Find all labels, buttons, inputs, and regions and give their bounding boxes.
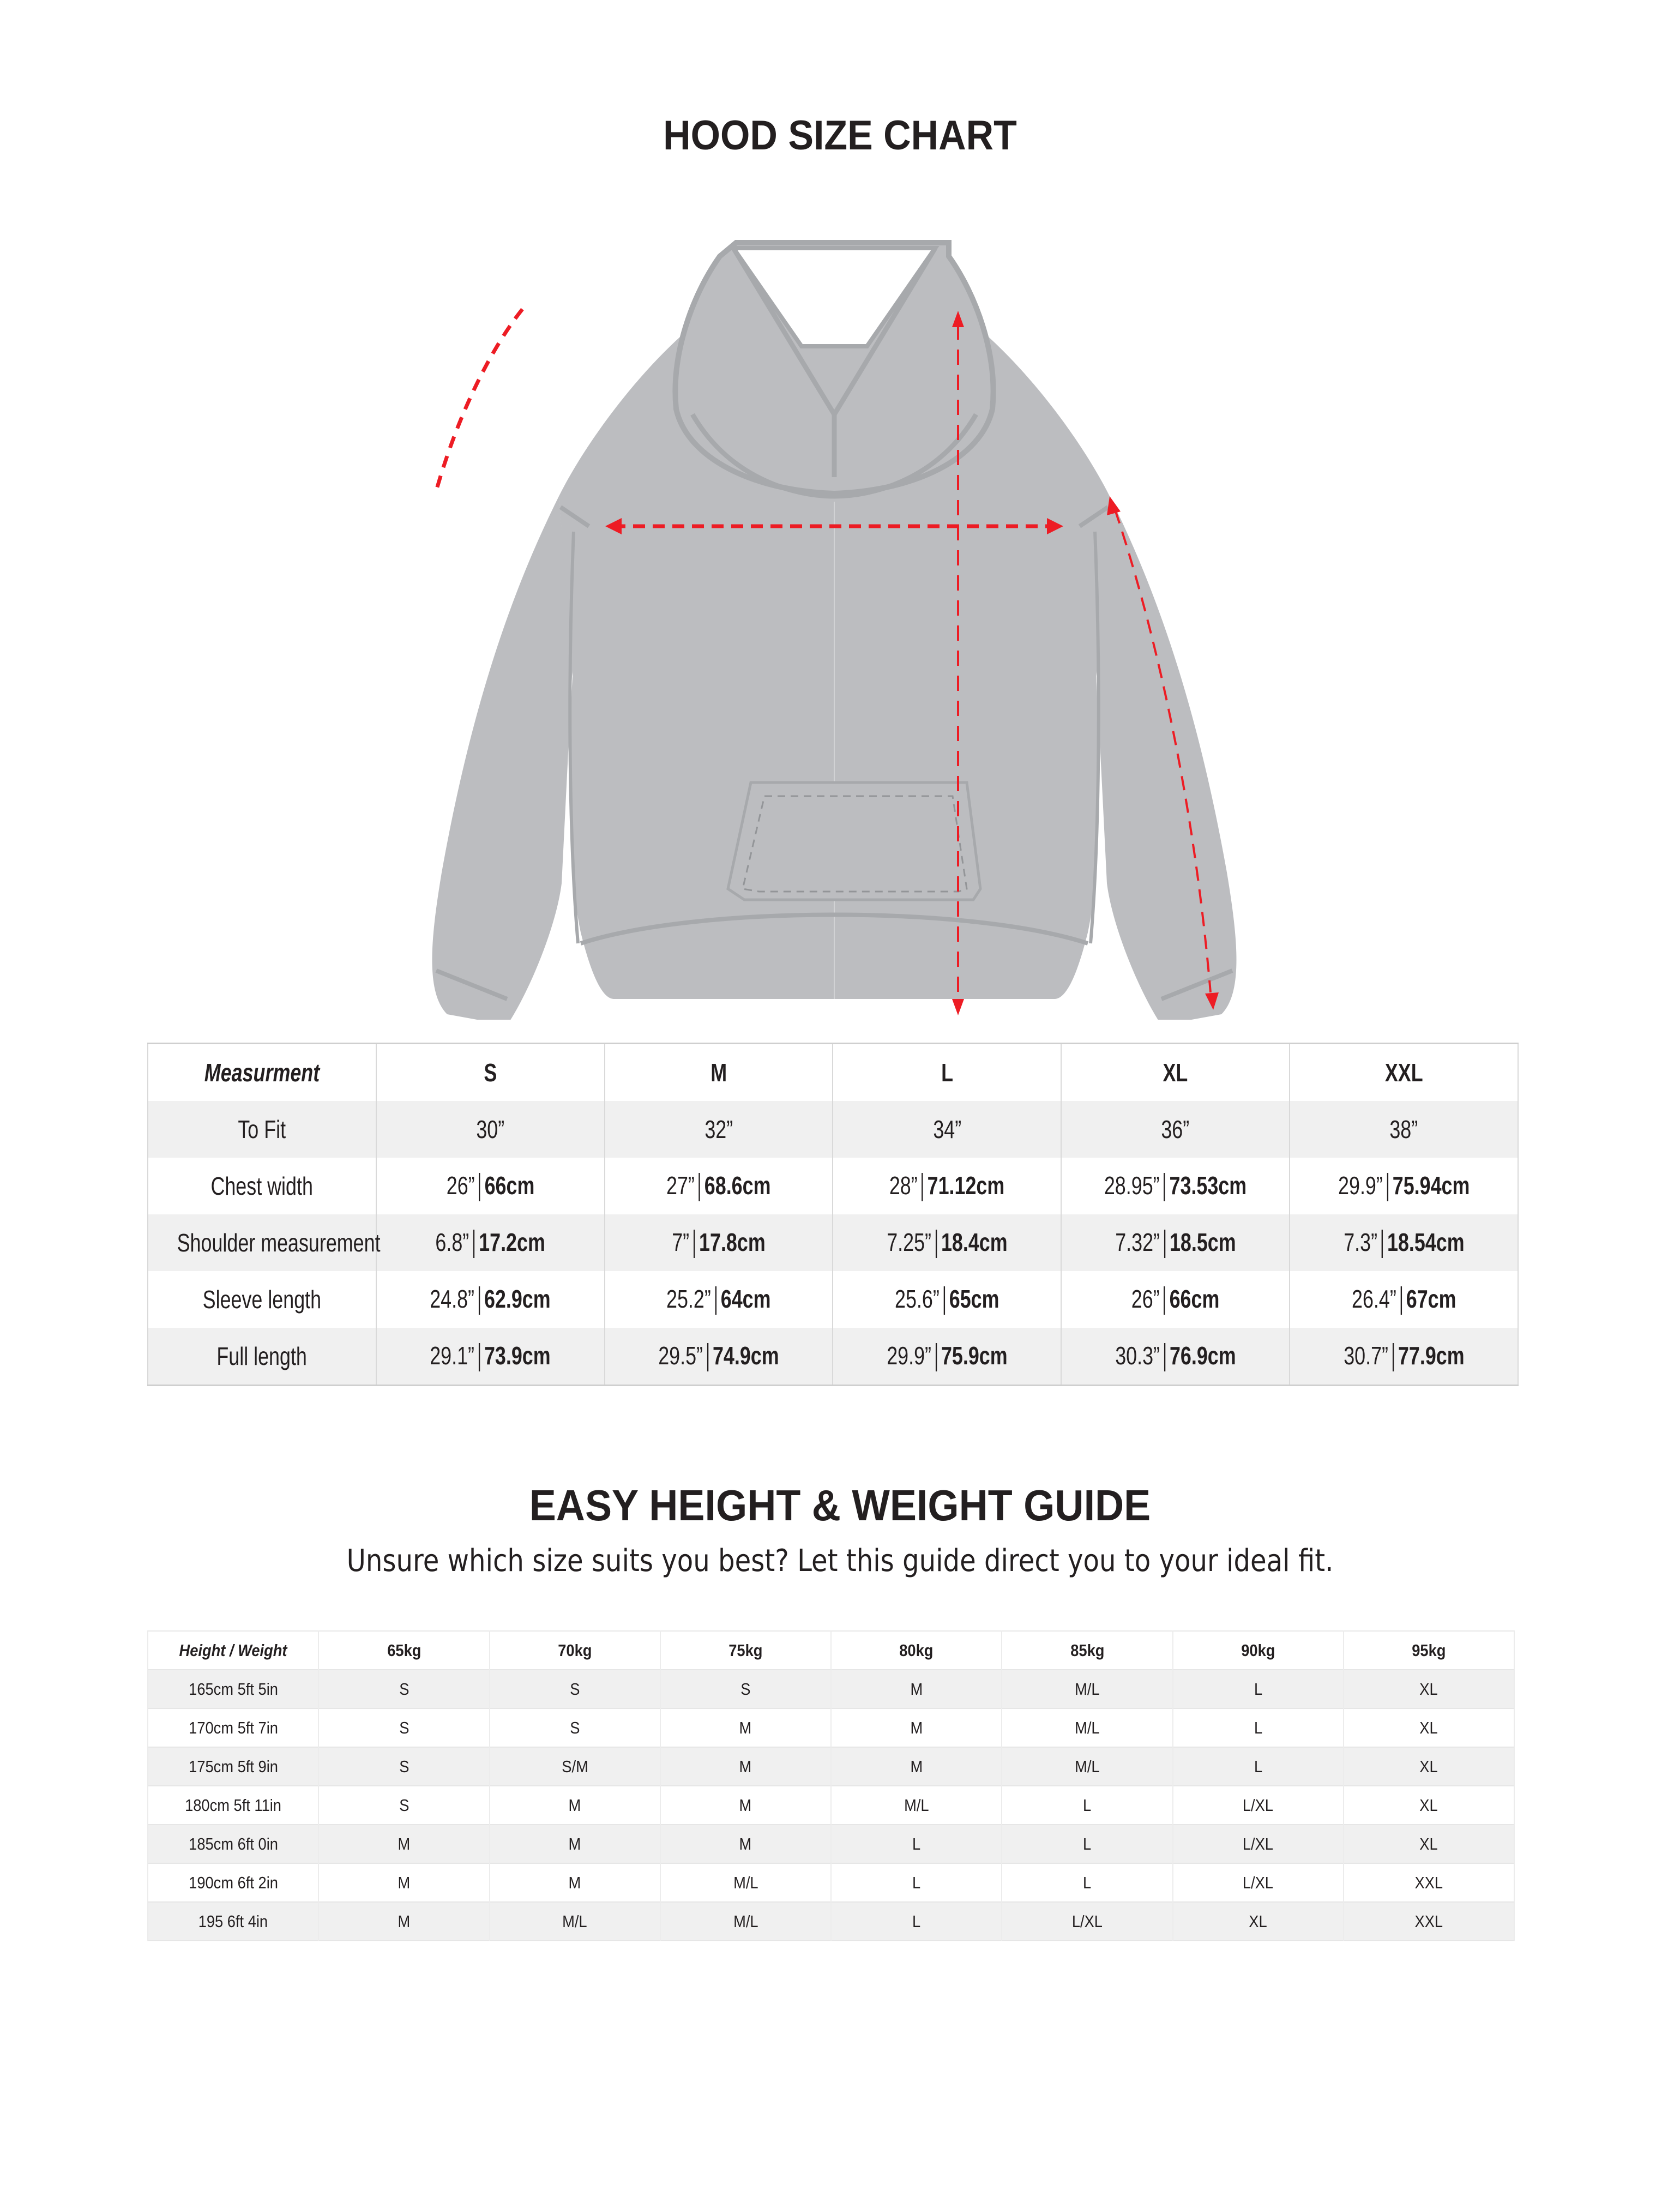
recommended-size: M xyxy=(739,1795,752,1815)
recommended-size-cell xyxy=(831,1786,1002,1825)
inch-value: 6.8” xyxy=(435,1227,469,1256)
recommended-size-cell xyxy=(660,1825,831,1863)
inch-value: 29.9” xyxy=(1338,1171,1383,1200)
size-header-l: L xyxy=(833,1044,1061,1101)
height-label xyxy=(148,1902,318,1941)
recommended-size-cell xyxy=(318,1902,489,1941)
value-divider xyxy=(944,1286,945,1315)
recommended-size-cell xyxy=(831,1670,1002,1708)
size-value-cell xyxy=(1290,1101,1518,1158)
size-value-cell xyxy=(376,1328,605,1386)
recommended-size-cell xyxy=(660,1747,831,1786)
size-chart-row xyxy=(148,1101,1518,1158)
recommended-size: XXL xyxy=(1414,1911,1443,1931)
recommended-size: L/XL xyxy=(1071,1911,1103,1931)
value-divider xyxy=(694,1230,695,1258)
recommended-size-cell xyxy=(318,1708,489,1747)
value-divider xyxy=(473,1230,474,1258)
recommended-size-cell xyxy=(831,1747,1002,1786)
inch-value: 26.4” xyxy=(1351,1284,1396,1313)
recommended-size-cell xyxy=(1344,1902,1514,1941)
cm-value: 18.54cm xyxy=(1387,1227,1465,1256)
value-divider xyxy=(699,1173,700,1201)
weight-header xyxy=(660,1631,831,1670)
recommended-size: L/XL xyxy=(1243,1795,1274,1815)
inch-value: 7.3” xyxy=(1343,1227,1377,1256)
recommended-size: L xyxy=(1083,1834,1092,1853)
recommended-size-cell xyxy=(660,1786,831,1825)
recommended-size-cell xyxy=(1173,1747,1344,1786)
recommended-size-cell xyxy=(1344,1786,1514,1825)
weight-header-text: 75kg xyxy=(728,1640,763,1660)
recommended-size: XXL xyxy=(1414,1873,1443,1892)
measurement-label xyxy=(148,1328,376,1386)
recommended-size-cell xyxy=(1002,1902,1172,1941)
recommended-size-cell xyxy=(831,1902,1002,1941)
recommended-size: M xyxy=(398,1911,411,1931)
recommended-size: S xyxy=(399,1795,409,1815)
value-divider xyxy=(707,1343,708,1371)
inch-value: 24.8” xyxy=(430,1284,475,1313)
height-label-text: 190cm 6ft 2in xyxy=(188,1873,278,1892)
recommended-size-cell xyxy=(1002,1708,1172,1747)
guide-header-row xyxy=(148,1631,1514,1670)
recommended-size-cell xyxy=(1173,1670,1344,1708)
recommended-size: S xyxy=(570,1679,580,1699)
measurement-header: Measurment xyxy=(148,1044,376,1101)
inch-value: 26” xyxy=(446,1171,475,1200)
cm-value: 18.4cm xyxy=(941,1227,1008,1256)
recommended-size: M xyxy=(910,1718,923,1737)
guide-row xyxy=(148,1708,1514,1747)
kangaroo-pocket xyxy=(728,782,980,900)
inch-value: 32” xyxy=(704,1115,733,1143)
recommended-size-cell xyxy=(831,1863,1002,1902)
recommended-size-cell xyxy=(1002,1670,1172,1708)
recommended-size: L xyxy=(1083,1795,1092,1815)
size-value-cell xyxy=(1061,1271,1290,1328)
guide-row xyxy=(148,1902,1514,1941)
recommended-size: M/L xyxy=(1075,1756,1100,1776)
recommended-size: S xyxy=(399,1679,409,1699)
height-label xyxy=(148,1670,318,1708)
inch-value: 25.2” xyxy=(666,1284,712,1313)
value-divider xyxy=(479,1343,480,1371)
recommended-size-cell xyxy=(318,1786,489,1825)
cm-value: 64cm xyxy=(721,1284,771,1313)
weight-header xyxy=(831,1631,1002,1670)
right-sleeve xyxy=(1096,496,1237,1020)
height-label xyxy=(148,1786,318,1825)
recommended-size-cell xyxy=(490,1902,660,1941)
size-chart-row xyxy=(148,1271,1518,1328)
size-value-cell xyxy=(833,1101,1061,1158)
inch-value: 30.7” xyxy=(1343,1341,1388,1370)
weight-header-text: 85kg xyxy=(1070,1640,1104,1660)
size-value-cell xyxy=(605,1101,833,1158)
measurement-label xyxy=(148,1271,376,1328)
recommended-size-cell xyxy=(1002,1747,1172,1786)
recommended-size-cell xyxy=(831,1825,1002,1863)
value-divider xyxy=(936,1343,937,1371)
recommended-size-cell xyxy=(490,1786,660,1825)
recommended-size: M xyxy=(398,1834,411,1853)
size-value-cell xyxy=(605,1328,833,1386)
guide-row xyxy=(148,1825,1514,1863)
cm-value: 17.8cm xyxy=(699,1227,766,1256)
recommended-size: L xyxy=(1254,1756,1262,1776)
height-label-text: 175cm 5ft 9in xyxy=(188,1756,278,1776)
size-value-cell xyxy=(605,1158,833,1214)
value-divider xyxy=(922,1173,923,1201)
recommended-size: M/L xyxy=(733,1873,758,1892)
recommended-size: M xyxy=(910,1756,923,1776)
recommended-size: L xyxy=(912,1873,921,1892)
recommended-size-cell xyxy=(1344,1863,1514,1902)
measurement-label-text: Sleeve length xyxy=(202,1285,322,1314)
inch-value: 26” xyxy=(1131,1284,1160,1313)
recommended-size: M/L xyxy=(904,1795,929,1815)
recommended-size-cell xyxy=(1173,1863,1344,1902)
height-weight-table xyxy=(147,1630,1515,1941)
recommended-size: L xyxy=(1254,1718,1262,1737)
recommended-size-cell xyxy=(490,1863,660,1902)
inch-value: 36” xyxy=(1161,1115,1190,1143)
inch-value: 28” xyxy=(889,1171,918,1200)
recommended-size-cell xyxy=(660,1902,831,1941)
cm-value: 74.9cm xyxy=(713,1341,779,1370)
value-divider xyxy=(1392,1343,1393,1371)
value-divider xyxy=(1381,1230,1382,1258)
measurement-label xyxy=(148,1158,376,1214)
height-weight-header: Height / Weight xyxy=(148,1631,318,1670)
value-divider xyxy=(1400,1286,1401,1315)
weight-header xyxy=(490,1631,660,1670)
inch-value: 29.1” xyxy=(430,1341,475,1370)
recommended-size: S xyxy=(399,1756,409,1776)
size-value-cell xyxy=(833,1158,1061,1214)
inch-value: 7.32” xyxy=(1115,1227,1160,1256)
measurement-label-text: Chest width xyxy=(210,1172,314,1200)
cm-value: 68.6cm xyxy=(704,1171,771,1200)
shoulder-measurement-arrow xyxy=(436,309,522,491)
measurement-label xyxy=(148,1101,376,1158)
length-arrow-bottom-head xyxy=(952,999,964,1015)
inch-value: 28.95” xyxy=(1104,1171,1160,1200)
cm-value: 75.94cm xyxy=(1392,1171,1470,1200)
recommended-size-cell xyxy=(660,1670,831,1708)
inch-value: 25.6” xyxy=(895,1284,940,1313)
recommended-size: L/XL xyxy=(1243,1834,1274,1853)
cm-value: 73.53cm xyxy=(1169,1171,1247,1200)
height-label-text: 180cm 5ft 11in xyxy=(185,1795,282,1815)
size-header-s: S xyxy=(376,1044,605,1101)
measurement-label xyxy=(148,1214,381,1271)
recommended-size: XL xyxy=(1249,1911,1267,1931)
value-divider xyxy=(715,1286,716,1315)
recommended-size: L xyxy=(912,1911,921,1931)
inch-value: 27” xyxy=(666,1171,695,1200)
size-value-cell xyxy=(376,1271,605,1328)
guide-row xyxy=(148,1747,1514,1786)
recommended-size-cell xyxy=(1344,1670,1514,1708)
cm-value: 76.9cm xyxy=(1169,1341,1236,1370)
cm-value: 67cm xyxy=(1406,1284,1456,1313)
recommended-size-cell xyxy=(318,1863,489,1902)
size-value-cell xyxy=(1290,1328,1518,1386)
size-value-cell xyxy=(605,1214,833,1271)
recommended-size: L xyxy=(1083,1873,1092,1892)
value-divider xyxy=(1387,1173,1388,1201)
recommended-size: L/XL xyxy=(1243,1873,1274,1892)
inch-value: 38” xyxy=(1389,1115,1418,1143)
size-header-xl: XL xyxy=(1061,1044,1290,1101)
recommended-size-cell xyxy=(1173,1825,1344,1863)
measurement-label-text: Shoulder measurement xyxy=(177,1229,381,1257)
measurement-label-text: Full length xyxy=(216,1342,308,1370)
recommended-size: M xyxy=(568,1795,581,1815)
size-value-cell xyxy=(376,1158,605,1214)
recommended-size: XL xyxy=(1419,1679,1438,1699)
recommended-size: XL xyxy=(1419,1718,1438,1737)
cm-value: 73.9cm xyxy=(484,1341,551,1370)
recommended-size: L xyxy=(1254,1679,1262,1699)
inch-value: 29.9” xyxy=(887,1341,931,1370)
recommended-size-cell xyxy=(660,1708,831,1747)
size-value-cell xyxy=(1061,1328,1290,1386)
recommended-size-cell xyxy=(490,1747,660,1786)
weight-header-text: 70kg xyxy=(558,1640,592,1660)
inch-value: 7.25” xyxy=(887,1227,931,1256)
recommended-size-cell xyxy=(660,1863,831,1902)
size-value-cell xyxy=(1290,1214,1518,1271)
recommended-size: M xyxy=(739,1718,752,1737)
inch-value: 30” xyxy=(476,1115,505,1143)
cm-value: 65cm xyxy=(949,1284,999,1313)
guide-row xyxy=(148,1786,1514,1825)
weight-header-text: 65kg xyxy=(387,1640,421,1660)
recommended-size-cell xyxy=(1344,1825,1514,1863)
size-header-xxl: XXL xyxy=(1290,1044,1518,1101)
left-sleeve xyxy=(432,496,573,1020)
recommended-size: M/L xyxy=(562,1911,587,1931)
recommended-size: M xyxy=(739,1834,752,1853)
recommended-size-cell xyxy=(831,1708,1002,1747)
recommended-size: M/L xyxy=(1075,1718,1100,1737)
size-value-cell xyxy=(1061,1158,1290,1214)
recommended-size: M xyxy=(568,1834,581,1853)
cm-value: 17.2cm xyxy=(479,1227,545,1256)
value-divider xyxy=(936,1230,937,1258)
recommended-size-cell xyxy=(490,1670,660,1708)
recommended-size-cell xyxy=(318,1670,489,1708)
size-value-cell xyxy=(833,1271,1061,1328)
value-divider xyxy=(1164,1286,1165,1315)
guide-title: EASY HEIGHT & WEIGHT GUIDE xyxy=(529,1481,1151,1530)
recommended-size: S/M xyxy=(561,1756,588,1776)
measurement-label-text: To Fit xyxy=(238,1115,286,1143)
recommended-size: M xyxy=(739,1756,752,1776)
recommended-size: S xyxy=(570,1718,580,1737)
value-divider xyxy=(1164,1230,1165,1258)
recommended-size: XL xyxy=(1419,1834,1438,1853)
size-chart-row xyxy=(148,1158,1518,1214)
size-chart-table xyxy=(147,1043,1519,1386)
weight-header-text: 95kg xyxy=(1412,1640,1446,1660)
height-label-text: 185cm 6ft 0in xyxy=(188,1834,278,1853)
value-divider xyxy=(479,1286,480,1315)
size-value-cell xyxy=(833,1328,1061,1386)
weight-header-text: 90kg xyxy=(1241,1640,1275,1660)
height-label-text: 165cm 5ft 5in xyxy=(188,1679,278,1699)
recommended-size: M/L xyxy=(1075,1679,1100,1699)
recommended-size-cell xyxy=(490,1825,660,1863)
cm-value: 18.5cm xyxy=(1169,1227,1236,1256)
cm-value: 62.9cm xyxy=(484,1284,551,1313)
recommended-size: M xyxy=(398,1873,411,1892)
weight-header xyxy=(1173,1631,1344,1670)
recommended-size-cell xyxy=(318,1747,489,1786)
recommended-size: S xyxy=(399,1718,409,1737)
hoodie-body xyxy=(432,243,1237,1020)
height-label-text: 170cm 5ft 7in xyxy=(188,1718,278,1737)
size-value-cell xyxy=(1061,1214,1290,1271)
weight-header xyxy=(1002,1631,1172,1670)
size-value-cell xyxy=(833,1214,1061,1271)
guide-row xyxy=(148,1863,1514,1902)
height-label-text: 195 6ft 4in xyxy=(198,1911,268,1931)
recommended-size-cell xyxy=(1344,1708,1514,1747)
inch-value: 34” xyxy=(932,1115,961,1143)
cm-value: 75.9cm xyxy=(941,1341,1008,1370)
cm-value: 66cm xyxy=(484,1171,535,1200)
cm-value: 66cm xyxy=(1169,1284,1220,1313)
guide-row xyxy=(148,1670,1514,1708)
cm-value: 77.9cm xyxy=(1398,1341,1465,1370)
recommended-size-cell xyxy=(1173,1708,1344,1747)
weight-header xyxy=(318,1631,489,1670)
height-label xyxy=(148,1747,318,1786)
value-divider xyxy=(479,1173,480,1201)
size-chart-row xyxy=(148,1214,1518,1271)
size-header-m: M xyxy=(605,1044,833,1101)
height-label xyxy=(148,1825,318,1863)
inch-value: 7” xyxy=(672,1227,690,1256)
weight-header-text: 80kg xyxy=(899,1640,934,1660)
hoodie-illustration xyxy=(425,229,1243,1020)
recommended-size-cell xyxy=(490,1708,660,1747)
guide-subtitle: Unsure which size suits you best? Let this guide direct you to your ideal fit. xyxy=(346,1543,1334,1579)
size-chart-row xyxy=(148,1328,1518,1386)
recommended-size: XL xyxy=(1419,1795,1438,1815)
height-label xyxy=(148,1863,318,1902)
recommended-size: S xyxy=(740,1679,751,1699)
recommended-size-cell xyxy=(1002,1786,1172,1825)
cm-value: 71.12cm xyxy=(927,1171,1005,1200)
height-label xyxy=(148,1708,318,1747)
recommended-size-cell xyxy=(318,1825,489,1863)
weight-header xyxy=(1344,1631,1514,1670)
recommended-size: M xyxy=(910,1679,923,1699)
size-value-cell xyxy=(376,1214,605,1271)
size-value-cell xyxy=(605,1271,833,1328)
size-chart-header-row xyxy=(148,1044,1518,1101)
recommended-size: M xyxy=(568,1873,581,1892)
size-value-cell xyxy=(1290,1158,1518,1214)
recommended-size-cell xyxy=(1173,1786,1344,1825)
value-divider xyxy=(1164,1343,1165,1371)
recommended-size-cell xyxy=(1002,1825,1172,1863)
recommended-size-cell xyxy=(1344,1747,1514,1786)
size-chart-title: HOOD SIZE CHART xyxy=(663,112,1017,159)
recommended-size: L xyxy=(912,1834,921,1853)
recommended-size: M/L xyxy=(733,1911,758,1931)
size-value-cell xyxy=(1061,1101,1290,1158)
recommended-size-cell xyxy=(1002,1863,1172,1902)
recommended-size: XL xyxy=(1419,1756,1438,1776)
recommended-size-cell xyxy=(1173,1902,1344,1941)
size-value-cell xyxy=(376,1101,605,1158)
size-value-cell xyxy=(1290,1271,1518,1328)
value-divider xyxy=(1164,1173,1165,1201)
inch-value: 30.3” xyxy=(1115,1341,1160,1370)
inch-value: 29.5” xyxy=(658,1341,703,1370)
